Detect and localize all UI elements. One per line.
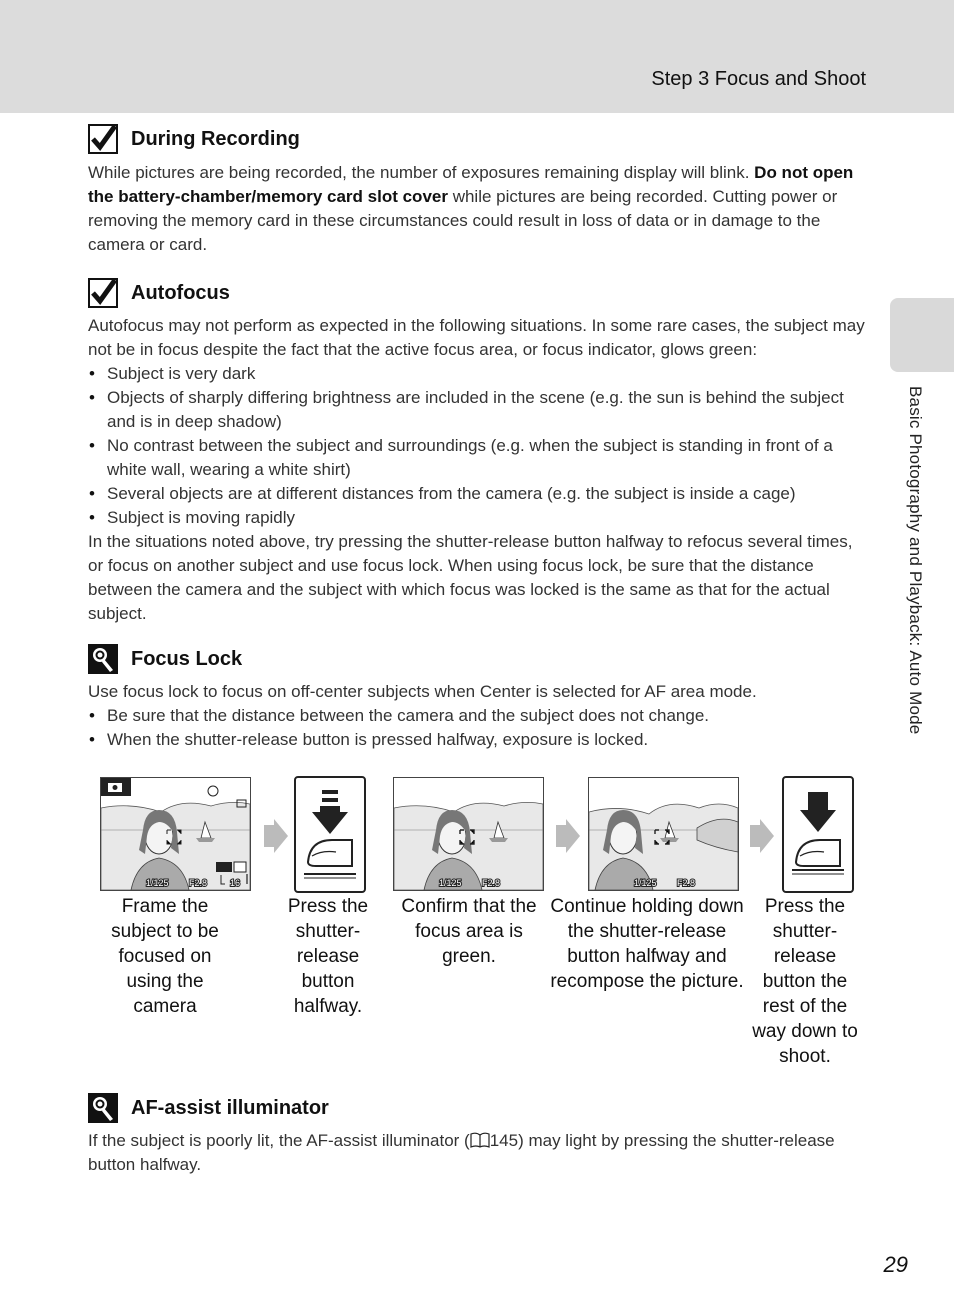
camera-scene-illustration [394,778,543,890]
camera-scene-illustration [589,778,738,890]
autofocus-section [88,277,866,626]
checkmark-icon [88,278,118,308]
camera-screen-frame-recompose [588,777,739,891]
shutter-half-press-illustration [294,776,366,893]
list-item: • No contrast between the subject and surroundings (e.g. when the subject is standing in front of a white wall, wearing a white shirt) [88,434,866,482]
during-recording-heading [88,123,866,155]
focus-lock-heading [88,643,866,675]
autofocus-list [88,362,866,530]
book-reference-icon [470,1132,490,1148]
tip-icon [88,644,118,674]
step-caption-4: Continue holding down the shutter-release button halfway and recompose the picture. [550,896,744,992]
focus-lock-section [88,643,866,752]
shutter-speed-readout: 1/125 [439,878,462,888]
autofocus-intro: Autofocus may not perform as expected in the following situations. In some rare cases, the subject may not be in focus despite the fact that the active focus area, or focus indicator, glows green: [88,316,865,359]
header-band [0,0,954,113]
autofocus-outro: In the situations noted above, try pressing the shutter-release button halfway to refocus several times, or focus on another subject and use focus lock. When using focus lock, be sure that the distance between the camera and the subject with which focus was locked is the same as that for the actual subject. [88,532,853,623]
shutter-full-press-illustration [782,776,854,893]
aperture-readout: F2.8 [677,878,696,888]
during-recording-body: While pictures are being recorded, the number of exposures remaining display will blink. Do not open the battery-chamber/memory card slot cover while pictures are being recorded. Cutting power or removing the memory card in these circumstances could result in loss of data or in damage to the camera or card. [88,163,854,254]
tip-icon [88,1093,118,1123]
list-item: • Subject is moving rapidly [88,506,866,530]
page-reference[interactable]: 145 [489,1131,519,1150]
list-item: • Be sure that the distance between the camera and the subject does not change. [88,704,866,728]
autofocus-title: Autofocus [131,281,230,304]
af-assist-section [88,1092,866,1177]
list-item: • Subject is very dark [88,362,866,386]
step-arrow-icon [264,819,288,853]
autofocus-heading [88,277,866,309]
shutter-speed-readout: 1/125 [146,878,169,888]
focus-lock-intro: Use focus lock to focus on off-center subjects when Center is selected for AF area mode. [88,682,757,701]
step-caption-5: Press the shutter-release button the rest of the way down to shoot. [752,896,858,1067]
page-number: 29 [883,1252,908,1277]
af-assist-title: AF-assist illuminator [131,1096,329,1119]
step-arrow-icon [556,819,580,853]
af-assist-heading [88,1092,866,1124]
running-head: Step 3 Focus and Shoot [651,68,866,90]
camera-screen-frame-subject [100,777,251,891]
step-caption-2: Press the shutter-release button halfway. [287,896,369,1017]
af-assist-body: If the subject is poorly lit, the AF-assist illuminator ( 145) may light by pressing the shutter-release button halfway. [88,1131,835,1174]
list-item: • Several objects are at different distances from the camera (e.g. the subject is inside a cage) [88,482,866,506]
camera-scene-illustration [101,778,250,890]
step-caption-1: Frame the subject to be focused on using the camera [111,896,219,1017]
aperture-readout: F2.8 [189,878,208,888]
focus-lock-list [88,704,866,752]
exposures-remaining-readout: 16 [230,878,241,888]
checkmark-icon [88,124,118,154]
step-arrow-icon [750,819,774,853]
aperture-readout: F2.8 [482,878,501,888]
list-item: • When the shutter-release button is pressed halfway, exposure is locked. [88,728,866,752]
during-recording-title: During Recording [131,127,300,150]
side-tab [890,298,954,372]
step-caption-3: Confirm that the focus area is green. [401,896,537,967]
focus-lock-title: Focus Lock [131,647,243,670]
during-recording-section [88,123,866,257]
shutter-speed-readout: 1/125 [634,878,657,888]
list-item: • Objects of sharply differing brightness are included in the scene (e.g. the sun is behind the subject and is in deep shadow) [88,386,866,434]
camera-screen-frame-focus-green [393,777,544,891]
side-tab-label: Basic Photography and Playback: Auto Mode [906,386,925,735]
